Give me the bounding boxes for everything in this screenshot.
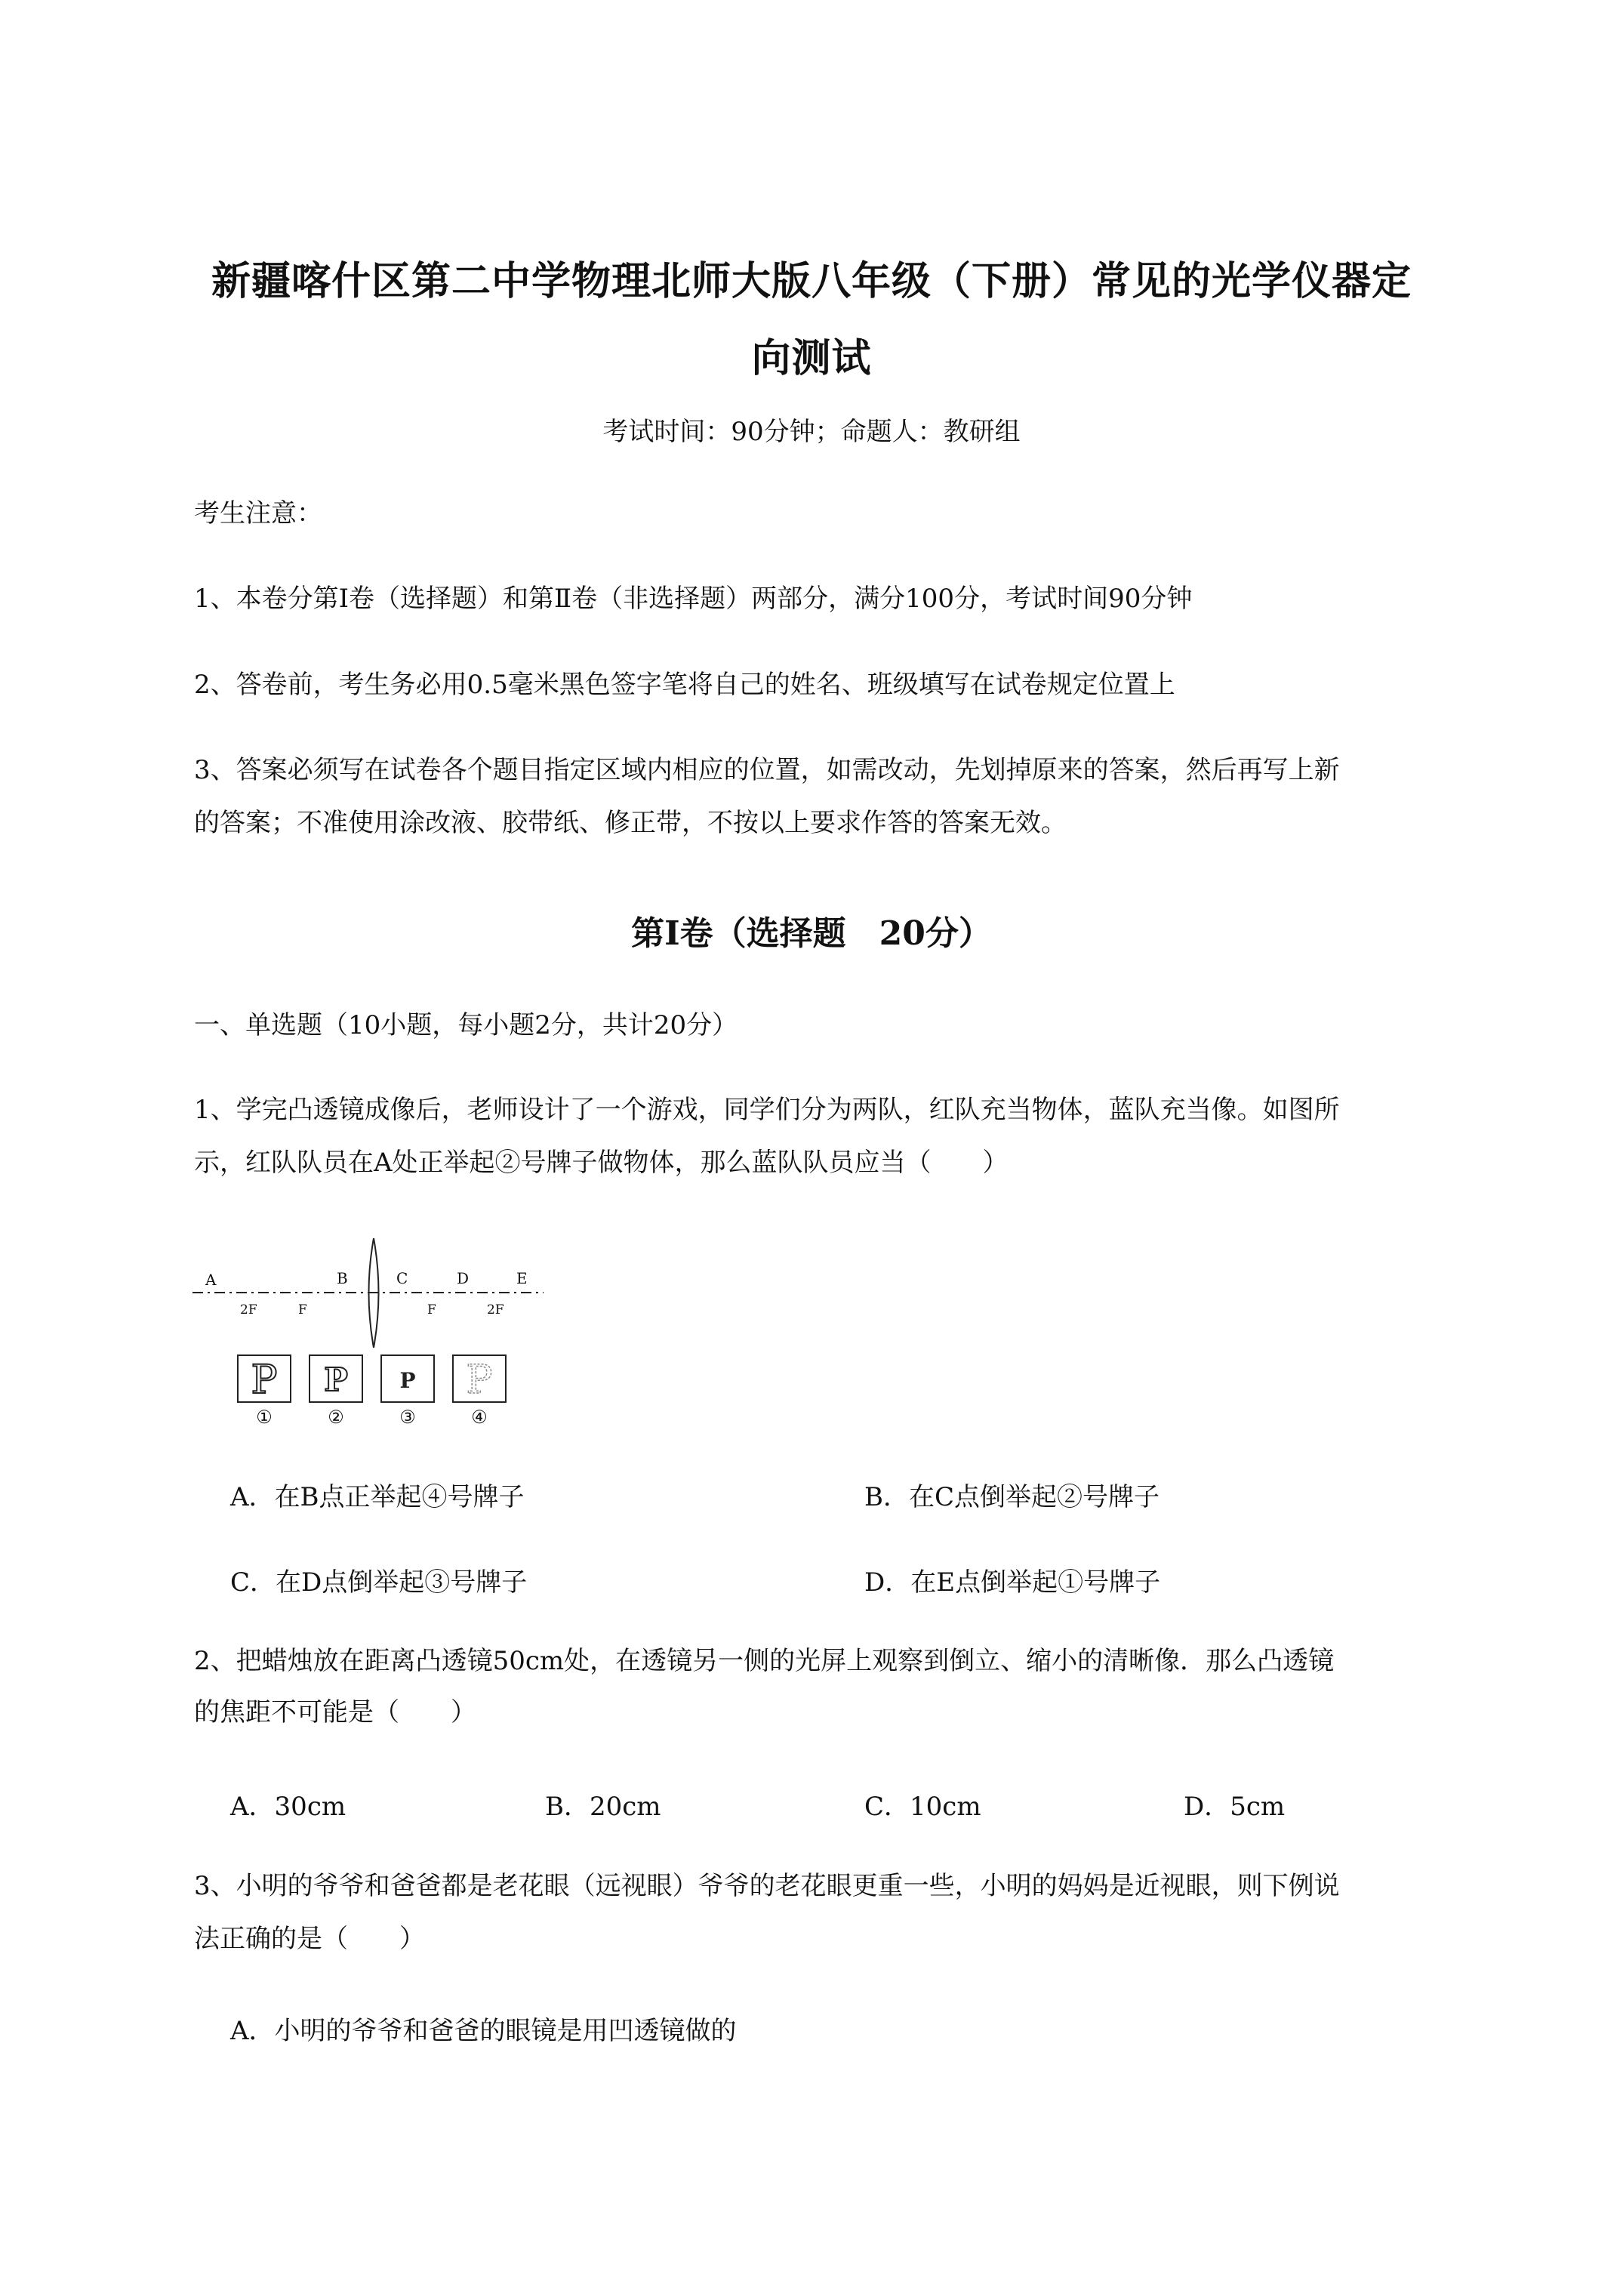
question-2-option-a[interactable]: A．30cm <box>230 1792 346 1822</box>
question-3-line2: 法正确的是（ ） <box>194 1924 425 1954</box>
p-card-1-letter: P <box>251 1358 278 1403</box>
card-number-1: ① <box>256 1407 273 1427</box>
p-card-2 <box>310 1355 362 1402</box>
axis-label-e: E <box>516 1269 528 1287</box>
p-card-4 <box>453 1355 506 1403</box>
question-1-line2: 示，红队队员在A处正举起②号牌子做物体，那么蓝队队员应当（ ） <box>194 1148 1009 1178</box>
card-number-2: ② <box>328 1407 344 1427</box>
exam-title-line1: 新疆喀什区第二中学物理北师大版八年级（下册）常见的光学仪器定 <box>211 258 1412 304</box>
lens-diagram <box>189 1223 551 1427</box>
p-card-3-letter: P <box>399 1368 416 1393</box>
notice-item-3: 3、答案必须写在试卷各个题目指定区域内相应的位置，如需改动，先划掉原来的答案，然后再写上新 <box>194 755 1340 785</box>
question-2-line2: 的焦距不可能是（ ） <box>194 1697 476 1727</box>
question-2-option-b[interactable]: B．20cm <box>545 1792 661 1822</box>
exam-title-line2: 向测试 <box>751 335 872 381</box>
question-2-option-d[interactable]: D．5cm <box>1184 1792 1286 1822</box>
section-title: 第Ⅰ卷（选择题 20分） <box>631 914 992 953</box>
axis-label-f-right: F <box>427 1302 436 1318</box>
question-2-option-c[interactable]: C．10cm <box>864 1792 981 1822</box>
axis-label-2f-right: 2F <box>487 1302 504 1318</box>
axis-label-d: D <box>457 1269 470 1287</box>
question-1-option-d[interactable]: D．在E点倒举起①号牌子 <box>864 1567 1161 1598</box>
question-1-option-a[interactable]: A．在B点正举起④号牌子 <box>230 1482 525 1512</box>
p-card-2-letter: P <box>324 1361 348 1398</box>
notice-item-3-cont: 的答案；不准使用涂改液、胶带纸、修正带，不按以上要求作答的答案无效。 <box>194 808 1067 838</box>
section-subtitle: 一、单选题（10小题，每小题2分，共计20分） <box>194 1010 738 1040</box>
p-card-4-letter: P <box>466 1358 493 1403</box>
card-number-3: ③ <box>399 1407 416 1427</box>
question-1-line1: 1、学完凸透镜成像后，老师设计了一个游戏，同学们分为两队，红队充当物体，蓝队充当像。如图所 <box>194 1095 1340 1125</box>
notice-heading: 考生注意： <box>194 498 322 529</box>
question-2-line1: 2、把蜡烛放在距离凸透镜50cm处，在透镜另一侧的光屏上观察到倒立、缩小的清晰像．那么凸透镜 <box>194 1646 1335 1676</box>
axis-label-f-left: F <box>298 1302 307 1318</box>
question-1-option-b[interactable]: B．在C点倒举起②号牌子 <box>864 1482 1160 1512</box>
notice-item-1: 1、本卷分第Ⅰ卷（选择题）和第Ⅱ卷（非选择题）两部分，满分100分，考试时间90分钟 <box>194 584 1193 614</box>
axis-label-c: C <box>396 1269 408 1287</box>
axis-label-2f-left: 2F <box>240 1302 257 1318</box>
notice-item-2: 2、答卷前，考生务必用0.5毫米黑色签字笔将自己的姓名、班级填写在试卷规定位置上 <box>194 670 1175 700</box>
axis-label-a: A <box>205 1271 217 1289</box>
axis-label-b: B <box>337 1269 348 1287</box>
question-3-line1: 3、小明的爷爷和爸爸都是老花眼（远视眼）爷爷的老花眼更重一些，小明的妈妈是近视眼，则下例说 <box>194 1871 1340 1901</box>
question-3-option-a[interactable]: A．小明的爷爷和爸爸的眼镜是用凹透镜做的 <box>230 2016 737 2046</box>
p-card-1 <box>238 1355 291 1403</box>
p-card-3 <box>381 1355 434 1402</box>
question-1-option-c[interactable]: C．在D点倒举起③号牌子 <box>230 1567 528 1598</box>
card-number-4: ④ <box>471 1407 488 1427</box>
exam-meta: 考试时间：90分钟；命题人：教研组 <box>602 417 1021 447</box>
